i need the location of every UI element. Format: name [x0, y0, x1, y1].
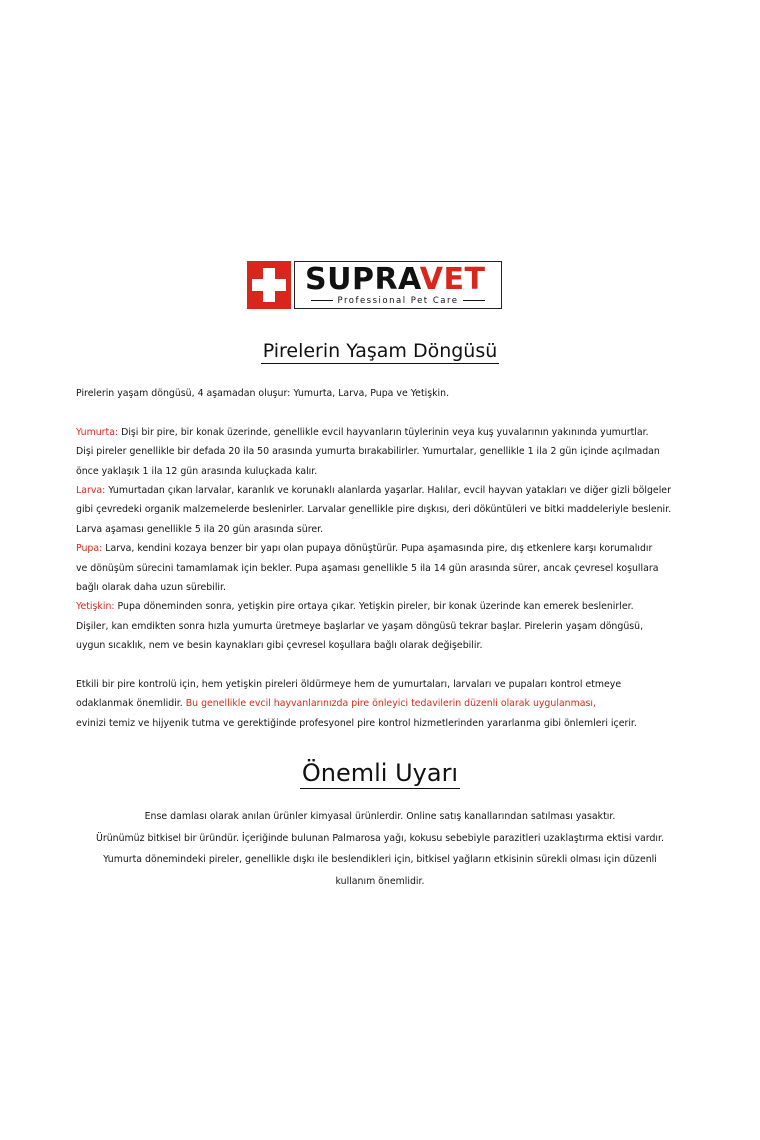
stage-larva-line-1 [76, 481, 696, 500]
cross-icon [247, 261, 291, 309]
stage-adult-line-2: Dişiler, kan emdikten sonra hızla yumurta üretmeye başlarlar ve yaşam döngüsü tekrar başlar. Pirelerin yaşam döngüsü, [76, 620, 644, 632]
stage-larva-line-2: gibi çevredeki organik malzemelerde beslenirler. Larvalar genellikle pire dışkısı, deri döküntüleri ve bitki maddeleriyle beslenir. [76, 504, 672, 516]
control-paragraph [76, 675, 696, 733]
stage-adult-label: Yetişkin: [76, 601, 115, 613]
stage-egg-label: Yumurta: [76, 426, 119, 438]
stage-pupa-text-1: Larva, kendini kozaya benzer bir yapı olan pupaya dönüştürür. Pupa aşamasında pire, dış etkenlere karşı korumalıdır [105, 543, 653, 555]
stage-pupa [76, 539, 696, 597]
intro-paragraph: Pirelerin yaşam döngüsü, 4 aşamadan oluşur: Yumurta, Larva, Pupa ve Yetişkin. [76, 388, 450, 399]
control-line-3: evinizi temiz ve hijyenik tutma ve gerektiğinde profesyonel pire kontrol hizmetlerinden yararlanma gibi önlemleri içerir. [76, 717, 637, 729]
warning-line-3: Yumurta dönemindeki pireler, genellikle dışkı ile beslendikleri için, bitkisel yağların etkisinin sürekli olması için düzenli [103, 854, 657, 865]
stage-larva [76, 481, 696, 539]
stage-adult-text-1: Pupa döneminden sonra, yetişkin pire ortaya çıkar. Yetişkin pireler, bir konak üzerinde kan emerek beslenirler. [117, 601, 634, 613]
logo-wordmark [305, 264, 485, 296]
stage-adult-line-1 [76, 597, 696, 616]
stage-egg-line-3: önce yaklaşık 1 ila 12 gün arasında kuluçkada kalır. [76, 465, 318, 477]
stage-larva-label: Larva: [76, 485, 106, 497]
control-line-2-text: odaklanmak önemlidir. [76, 698, 186, 710]
page-title-text: Pirelerin Yaşam Döngüsü [262, 340, 498, 362]
stage-larva-line-3: Larva aşaması genellikle 5 ila 20 gün arasında sürer. [76, 523, 324, 535]
logo-wordmark-box [294, 261, 502, 309]
logo-word-supra: SUPRA [305, 262, 420, 297]
stage-pupa-line-3: bağlı olarak daha uzun sürebilir. [76, 582, 226, 594]
logo-tagline: Professional Pet Care [295, 296, 501, 307]
stage-pupa-line-1 [76, 539, 696, 558]
control-line-1: Etkili bir pire kontrolü için, hem yetişkin pireleri öldürmeye hem de yumurtaları, larvaları ve pupaları kontrol etmeye [76, 679, 622, 691]
stage-pupa-label: Pupa: [76, 543, 103, 555]
stage-adult-line-3: uygun sıcaklık, nem ve besin kaynakları gibi çevresel koşullara bağlı olarak değişebilir. [76, 640, 483, 652]
stage-larva-text-1: Yumurtadan çıkan larvalar, karanlık ve korunaklı alanlarda yaşarlar. Halılar, evcil hayvan yatakları ve diğer gizli bölgeler [108, 485, 671, 497]
stage-egg [76, 423, 696, 481]
warning-title [0, 756, 760, 790]
stage-egg-line-2: Dişi pireler genellikle bir defada 20 ila 50 arasında yumurta bırakabilirler. Yumurtalar, genellikle 1 ila 2 gün içinde açılmadan [76, 446, 660, 458]
stage-egg-text-1: Dişi bir pire, bir konak üzerinde, genellikle evcil hayvanların tüylerinin veya kuş yuvalarının yakınında yumurtlar. [121, 426, 649, 438]
logo-word-vet: VET [419, 262, 486, 297]
stage-egg-line-1 [76, 423, 696, 442]
stage-adult [76, 597, 696, 655]
warning-line-1: Ense damlası olarak anılan ürünler kimyasal ürünlerdir. Online satış kanallarından satılması yasaktır. [144, 811, 616, 822]
control-line-2 [76, 694, 696, 713]
brand-logo [247, 261, 502, 309]
page-title [0, 338, 760, 364]
control-highlight: Bu genellikle evcil hayvanlarınızda pire önleyici tedavilerin düzenli olarak uygulanması, [185, 698, 596, 710]
warning-line-4: kullanım önemlidir. [335, 875, 425, 887]
lifecycle-body [76, 384, 696, 733]
stage-pupa-line-2: ve dönüşüm sürecini tamamlamak için bekler. Pupa aşaması genellikle 5 ila 14 gün arasında sürer, ancak çevresel koşullara [76, 562, 659, 574]
warning-body [60, 806, 700, 892]
warning-line-2: Ürünümüz bitkisel bir üründür. İçeriğinde bulunan Palmarosa yağı, kokusu sebebiyle parazitleri uzaklaştırma ektisi vardır. [96, 832, 664, 844]
warning-title-text: Önemli Uyarı [301, 759, 459, 787]
